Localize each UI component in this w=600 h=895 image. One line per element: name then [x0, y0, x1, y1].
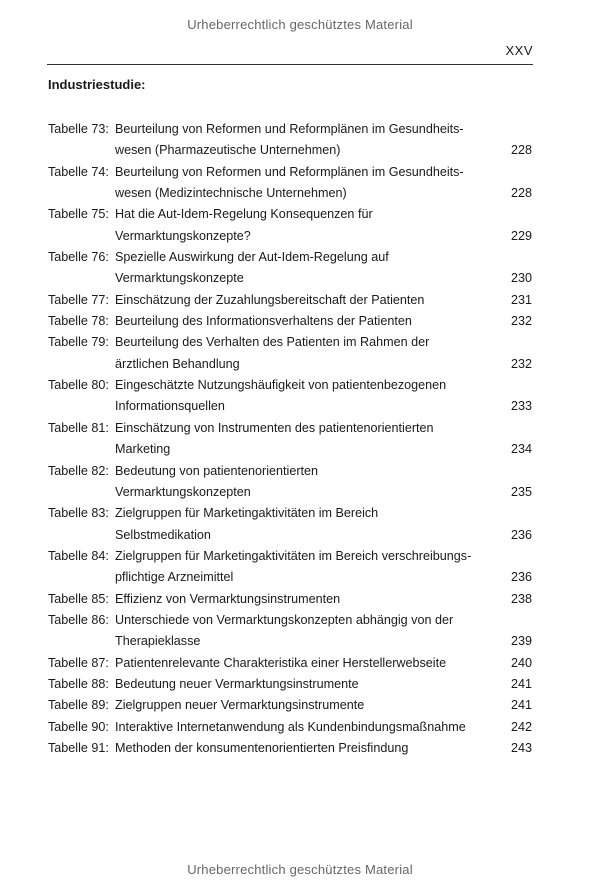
entry-page-number: 229: [510, 228, 532, 243]
toc-entry: [48, 290, 532, 311]
entry-label: Tabelle 79:: [48, 335, 109, 350]
entry-title-line: Vermarktungskonzepten: [115, 484, 251, 499]
entry-title-line: Bedeutung neuer Vermarktungsinstrumente: [115, 676, 359, 691]
entry-title-line: Beurteilung von Reformen und Reformplänen im Gesundheits-: [115, 164, 464, 179]
watermark-top: Urheberrechtlich geschütztes Material: [187, 17, 413, 32]
entry-page-number: 235: [510, 484, 532, 499]
entry-label: Tabelle 82:: [48, 463, 109, 478]
entry-title-line: Marketing: [115, 442, 171, 457]
entry-title-line: Effizienz von Vermarktungsinstrumenten: [115, 591, 341, 606]
entry-title: [115, 546, 532, 589]
entry-label: Tabelle 87:: [48, 655, 109, 670]
entry-title-line: Spezielle Auswirkung der Aut-Idem-Regelung auf: [115, 250, 389, 265]
entry-label: Tabelle 76:: [48, 250, 109, 265]
toc-entry: [48, 589, 532, 610]
entry-title: [115, 503, 532, 546]
toc-entry: [48, 653, 532, 674]
entry-title-line: Selbstmedikation: [115, 527, 211, 542]
entry-title-line: Beurteilung von Reformen und Reformplänen im Gesundheits-: [115, 122, 464, 136]
toc-entry: [48, 375, 532, 418]
entry-title: [115, 610, 532, 653]
entry-title-line: Beurteilung des Verhalten des Patienten im Rahmen der: [115, 335, 430, 350]
entry-title: [115, 674, 532, 695]
entry-label: Tabelle 73:: [48, 122, 109, 136]
entry-title: [115, 589, 532, 610]
entry-label: Tabelle 75:: [48, 207, 109, 222]
entry-title-line: Methoden der konsumentenorientierten Preisfindung: [115, 740, 409, 755]
toc-entry: [48, 610, 532, 653]
toc-entry: [48, 204, 532, 247]
entry-page-number: 241: [510, 676, 532, 691]
entry-title-line: Patientenrelevante Charakteristika einer Herstellerwebseite: [115, 655, 447, 670]
entry-title: [115, 311, 532, 332]
entry-title: [115, 119, 532, 162]
entry-page-number: 238: [510, 591, 532, 606]
toc-entry: [48, 738, 532, 759]
entry-label: Tabelle 84:: [48, 548, 109, 563]
entry-title-line: ärztlichen Behandlung: [115, 356, 240, 371]
entry-label: Tabelle 91:: [48, 740, 109, 755]
entry-label: Tabelle 90:: [48, 719, 109, 734]
entry-label: Tabelle 74:: [48, 164, 109, 179]
table-list: [48, 119, 532, 759]
toc-entry: [48, 311, 532, 332]
watermark-bottom: Urheberrechtlich geschütztes Material: [187, 862, 413, 877]
entry-page-number: 236: [510, 527, 532, 542]
entry-title-line: Beurteilung des Informationsverhaltens der Patienten: [115, 314, 412, 329]
entry-page-number: 240: [510, 655, 532, 670]
toc-entry: [48, 119, 532, 162]
entry-label: Tabelle 81:: [48, 420, 109, 435]
entry-title-line: wesen (Medizintechnische Unternehmen): [115, 186, 347, 201]
entry-title-line: Zielgruppen für Marketingaktivitäten im Bereich: [115, 506, 379, 521]
entry-title-line: Bedeutung von patientenorientierten: [115, 463, 319, 478]
entry-label: Tabelle 88:: [48, 676, 109, 691]
toc-entry: [48, 418, 532, 461]
entry-title-line: Unterschiede von Vermarktungskonzepten abhängig von der: [115, 612, 454, 627]
entry-page-number: 239: [510, 634, 532, 649]
entry-title: [115, 738, 532, 759]
entry-title-line: Zielgruppen für Marketingaktivitäten im Bereich verschreibungs-: [115, 548, 472, 563]
entry-title: [115, 653, 532, 674]
toc-entry: [48, 503, 532, 546]
toc-entry: [48, 247, 532, 290]
entry-title: [115, 418, 532, 461]
entry-title: [115, 332, 532, 375]
entry-title: [115, 247, 532, 290]
toc-entry: [48, 332, 532, 375]
entry-title-line: Einschätzung der Zuzahlungsbereitschaft der Patienten: [115, 292, 425, 307]
entry-title-line: Zielgruppen neuer Vermarktungsinstrumente: [115, 698, 365, 713]
entry-title: [115, 461, 532, 504]
header-rule: [47, 64, 533, 65]
entry-label: Tabelle 86:: [48, 612, 109, 627]
entry-title-line: Therapieklasse: [115, 634, 201, 649]
entry-title-line: wesen (Pharmazeutische Unternehmen): [115, 143, 341, 158]
entry-label: Tabelle 78:: [48, 314, 109, 329]
entry-title: [115, 162, 532, 205]
entry-label: Tabelle 89:: [48, 698, 109, 713]
entry-page-number: 232: [510, 356, 532, 371]
entry-page-number: 228: [510, 186, 532, 201]
entry-title: [115, 375, 532, 418]
entry-page-number: 241: [510, 698, 532, 713]
entry-label: Tabelle 85:: [48, 591, 109, 606]
entry-title: [115, 695, 532, 716]
entry-title-line: Eingeschätzte Nutzungshäufigkeit von patientenbezogenen: [115, 378, 447, 393]
toc-entry: [48, 461, 532, 504]
entry-page-number: 242: [510, 719, 532, 734]
entry-title-line: Hat die Aut-Idem-Regelung Konsequenzen für: [115, 207, 373, 222]
entry-title-line: Einschätzung von Instrumenten des patientenorientierten: [115, 420, 434, 435]
entry-label: Tabelle 80:: [48, 378, 109, 393]
entry-page-number: 243: [510, 740, 532, 755]
entry-title: [115, 290, 532, 311]
entry-page-number: 234: [510, 442, 532, 457]
page-number: XXV: [505, 43, 533, 58]
toc-entry: [48, 674, 532, 695]
entry-label: Tabelle 77:: [48, 292, 109, 307]
entry-title-line: Interaktive Internetanwendung als Kundenbindungsmaßnahme: [115, 719, 466, 734]
entry-page-number: 230: [510, 271, 532, 286]
entry-page-number: 233: [510, 399, 532, 414]
entry-page-number: 236: [510, 570, 532, 585]
toc-entry: [48, 717, 532, 738]
toc-entry: [48, 546, 532, 589]
entry-title-line: Vermarktungskonzepte: [115, 271, 244, 286]
toc-entry: [48, 162, 532, 205]
section-title: Industriestudie:: [48, 77, 146, 92]
toc-entry: [48, 695, 532, 716]
entry-page-number: 231: [510, 292, 532, 307]
entry-page-number: 228: [510, 143, 532, 158]
entry-title-line: Informationsquellen: [115, 399, 225, 414]
entry-title: [115, 717, 532, 738]
entry-title: [115, 204, 532, 247]
entry-page-number: 232: [510, 314, 532, 329]
entry-title-line: Vermarktungskonzepte?: [115, 228, 251, 243]
entry-label: Tabelle 83:: [48, 506, 109, 521]
entry-title-line: pflichtige Arzneimittel: [115, 570, 234, 585]
